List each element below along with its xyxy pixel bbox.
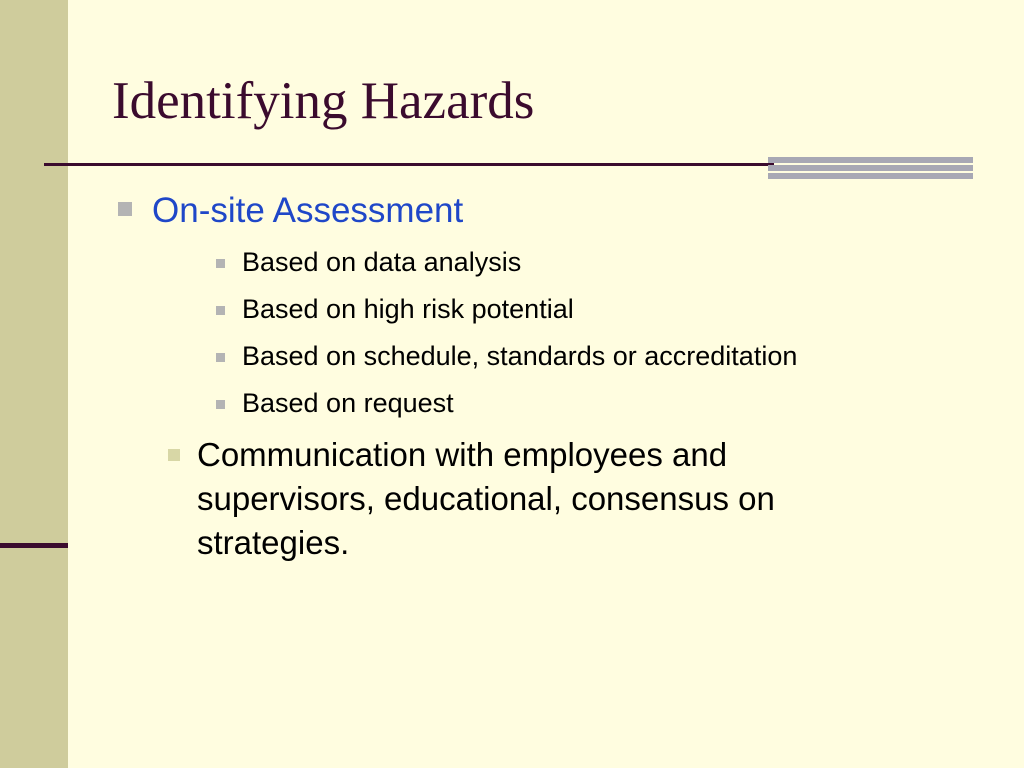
square-bullet-icon [216, 353, 225, 362]
square-bullet-icon [216, 400, 225, 409]
slide-title: Identifying Hazards [112, 72, 535, 130]
square-bullet-icon [216, 259, 225, 268]
sub-bullet-text: Based on high risk potential [242, 294, 574, 324]
square-bullet-icon [118, 202, 132, 216]
sub-bullet-text: Based on schedule, standards or accreditation [242, 341, 798, 371]
sub-bullet-text: Based on data analysis [242, 247, 522, 277]
square-bullet-icon [168, 449, 180, 461]
sub-bullet-text: Based on request [242, 388, 454, 418]
square-bullet-icon [216, 306, 225, 315]
main-bullet-text: On-site Assessment [152, 191, 464, 230]
secondary-bullet-text: Communication with employees and supervisors, educational, consensus on strategies. [197, 436, 775, 561]
